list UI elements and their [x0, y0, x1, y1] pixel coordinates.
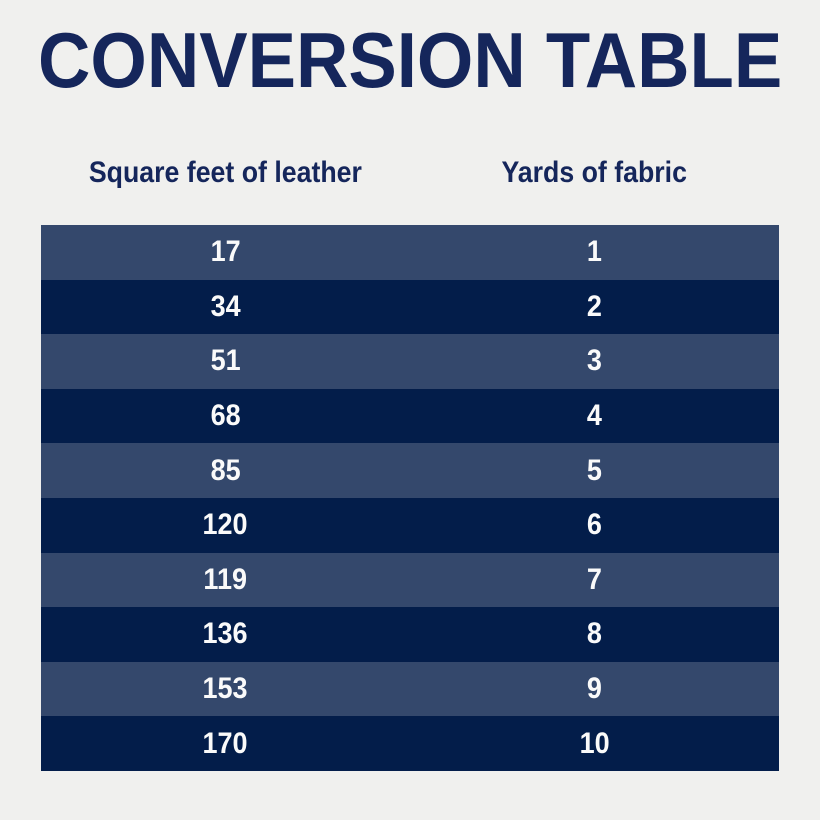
yards-value: 8: [586, 617, 603, 651]
yards-value: 3: [586, 344, 603, 378]
sqft-value: 51: [210, 344, 241, 378]
table-row: [41, 716, 779, 771]
page-title-text: CONVERSION TABLE: [37, 16, 783, 104]
sqft-value: 136: [202, 617, 249, 651]
page-title: [0, 18, 820, 104]
sqft-value: 119: [203, 562, 248, 596]
table-row: [41, 498, 779, 553]
sqft-value: 170: [202, 726, 249, 760]
table-row: [41, 443, 779, 498]
yards-value: 7: [586, 562, 603, 596]
table-row: [41, 334, 779, 389]
conversion-table: [41, 225, 779, 771]
table-row: [41, 389, 779, 444]
table-row: [41, 662, 779, 717]
sqft-value: 17: [210, 235, 241, 269]
table-column-headers: [41, 156, 779, 190]
sqft-value: 68: [210, 399, 241, 433]
yards-value: 6: [586, 508, 603, 542]
yards-value: 5: [586, 453, 603, 487]
yards-value: 1: [586, 235, 603, 269]
sqft-value: 153: [202, 672, 249, 706]
table-row: [41, 607, 779, 662]
table-row: [41, 280, 779, 335]
yards-value: 10: [579, 726, 610, 760]
table-row: [41, 225, 779, 280]
sqft-value: 34: [210, 289, 241, 323]
yards-value: 2: [586, 289, 603, 323]
table-row: [41, 553, 779, 608]
column-header-yards: Yards of fabric: [501, 156, 688, 189]
yards-value: 9: [586, 672, 603, 706]
sqft-value: 85: [210, 453, 241, 487]
sqft-value: 120: [202, 508, 249, 542]
yards-value: 4: [586, 399, 603, 433]
column-header-square-feet: Square feet of leather: [88, 156, 363, 189]
